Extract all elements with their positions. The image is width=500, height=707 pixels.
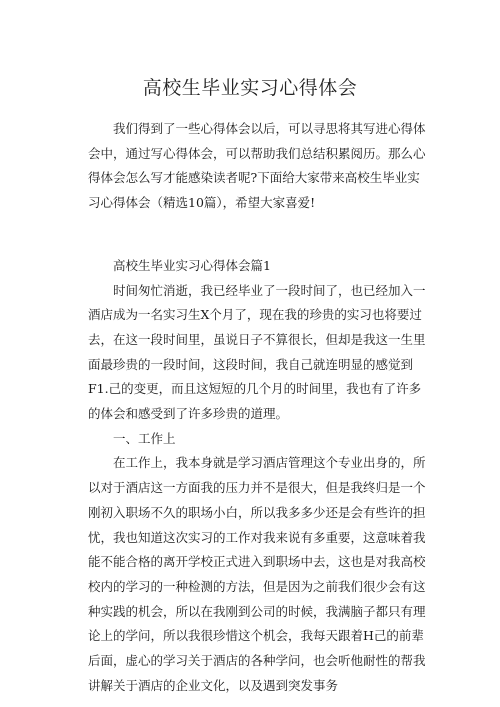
document-body [88,117,428,698]
paragraph-gap [88,216,428,254]
body-paragraph-2: 在工作上，我本身就是学习酒店管理这个专业出身的，所以对于酒店这一方面我的压力并不是很大，但是我终归是一个刚初入职场不久的职场小白，所以我多多少还是会有些许的担忧，我也知道这次实习的工作对我来说有多重要，这意味着我能不能合格的离开学校正式进入到职场中去，这也是对我高校校内的学习的一种检测的方法，但是因为之前我们很少会有这种实践的机会，所以在我刚到公司的时候，我满脑子都只有理论上的学问，所以我很珍惜这个机会，我每天跟着H己的前辈后面，虚心的学习关于酒店的各种学问，也会听他耐性的帮我讲解关于酒店的企业文化，以及遇到突发事务 [88,455,426,693]
section-title: 高校生毕业实习心得体会篇1 [113,257,271,273]
subheading: 一、工作上 [113,430,176,446]
document-title: 高校生毕业实习心得体会 [142,77,358,99]
body-paragraph-1: 时间匆忙消逝，我已经毕业了一段时间了，也已经加入一酒店成为一名实习生X个月了，现在我的珍贵的实习也将要过去，在这一段时间里，虽说日子不算很长，但却是我这一生里面最珍贵的一段时间，这段时间，我自己就连明显的感觉到F1.己的变更，而且这短短的几个月的时间里，我也有了许多的体会和感受到了许多珍贵的道理。 [88,282,426,422]
intro-paragraph: 我们得到了一些心得体会以后，可以寻思将其写进心得体会中，通过写心得体会，可以帮助我们总结积累阅历。那么心得体会怎么写才能感染读者呢?下面给大家带来高校生毕业实习心得体会（精选10篇），希望大家喜爱! [88,121,426,211]
